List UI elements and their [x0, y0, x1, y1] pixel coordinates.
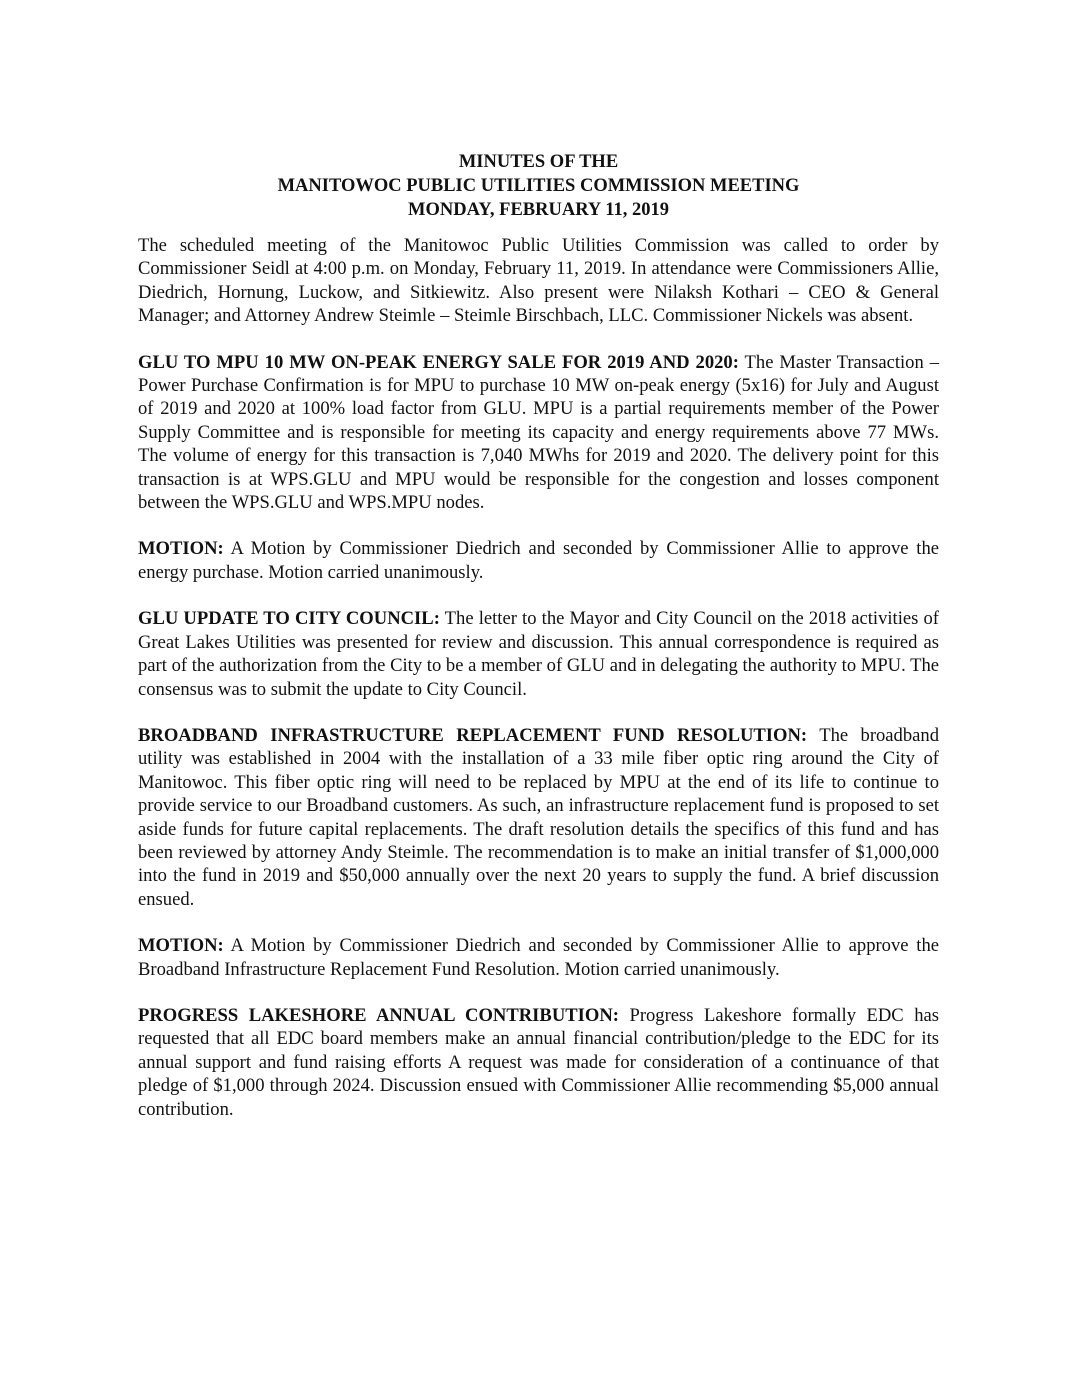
- title-line-2: MANITOWOC PUBLIC UTILITIES COMMISSION MEETING: [277, 176, 800, 196]
- paragraph-text: The broadband utility was established in 2004 with the installation of a 33 mile fiber optic ring around the City of Manitowoc. This fiber optic ring will need to be replaced by MPU at the end of its life to continue to provide service to our Broadband customers. As such, an infrastructure replacement fund is proposed to set aside funds for future capital replacements. The draft resolution details the specifics of this fund and has been reviewed by attorney Andy Steimle. The recommendation is to make an initial transfer of $1,000,000 into the fund in 2019 and $50,000 annually over the next 20 years to supply the fund. A brief discussion ensued.: [138, 724, 939, 910]
- paragraph-broadband-fund: [138, 724, 939, 911]
- document-page: [138, 150, 939, 1144]
- paragraph-motion-broadband: [138, 934, 939, 981]
- section-heading: GLU UPDATE TO CITY COUNCIL:: [138, 608, 440, 630]
- paragraph-glu-update: [138, 607, 939, 701]
- paragraph-text: The scheduled meeting of the Manitowoc Public Utilities Commission was called to order by Commissioner Seidl at 4:00 p.m. on Monday, February 11, 2019. In attendance were Commissioners Allie, Diedrich, Hornung, Luckow, and Sitkiewitz. Also present were Nilaksh Kothari – CEO & General Manager; and Attorney Andrew Steimle – Steimle Birschbach, LLC. Commissioner Nickels was absent.: [138, 235, 939, 327]
- section-heading: PROGRESS LAKESHORE ANNUAL CONTRIBUTION:: [138, 1004, 619, 1026]
- paragraph-text: A Motion by Commissioner Diedrich and seconded by Commissioner Allie to approve the Broadband Infrastructure Replacement Fund Resolution. Motion carried unanimously.: [138, 935, 939, 980]
- paragraph-energy-sale: [138, 351, 939, 515]
- document-title: [138, 150, 939, 222]
- section-heading: GLU TO MPU 10 MW ON-PEAK ENERGY SALE FOR 2019 AND 2020:: [138, 351, 739, 373]
- paragraph-text: A Motion by Commissioner Diedrich and seconded by Commissioner Allie to approve the energy purchase. Motion carried unanimously.: [138, 538, 939, 583]
- section-heading: MOTION:: [138, 935, 224, 957]
- paragraph-call-to-order: [138, 234, 939, 328]
- title-line-3: MONDAY, FEBRUARY 11, 2019: [408, 200, 669, 220]
- title-line-1: MINUTES OF THE: [458, 152, 619, 172]
- paragraph-text: The Master Transaction – Power Purchase Confirmation is for MPU to purchase 10 MW on-peak energy (5x16) for July and August of 2019 and 2020 at 100% load factor from GLU. MPU is a partial requirements member of the Power Supply Committee and is responsible for meeting its capacity and energy requirements above 77 MWs. The volume of energy for this transaction is 7,040 MWhs for 2019 and 2020. The delivery point for this transaction is at WPS.GLU and MPU would be responsible for the congestion and losses component between the WPS.GLU and WPS.MPU nodes.: [138, 351, 940, 514]
- paragraph-progress-lakeshore: [138, 1004, 939, 1121]
- section-heading: MOTION:: [138, 538, 224, 560]
- paragraph-text: Progress Lakeshore formally EDC has requested that all EDC board members make an annual financial contribution/pledge to the EDC for its annual support and fund raising efforts A request was made for consideration of a continuance of that pledge of $1,000 through 2024. Discussion ensued with Commissioner Allie recommending $5,000 annual contribution.: [138, 1004, 939, 1120]
- section-heading: BROADBAND INFRASTRUCTURE REPLACEMENT FUND RESOLUTION:: [138, 724, 808, 746]
- paragraph-motion-energy: [138, 537, 939, 584]
- paragraph-text: The letter to the Mayor and City Council on the 2018 activities of Great Lakes Utilities was presented for review and discussion. This annual correspondence is required as part of the authorization from the City to be a member of GLU and in delegating the authority to MPU. The consensus was to submit the update to City Council.: [138, 608, 939, 700]
